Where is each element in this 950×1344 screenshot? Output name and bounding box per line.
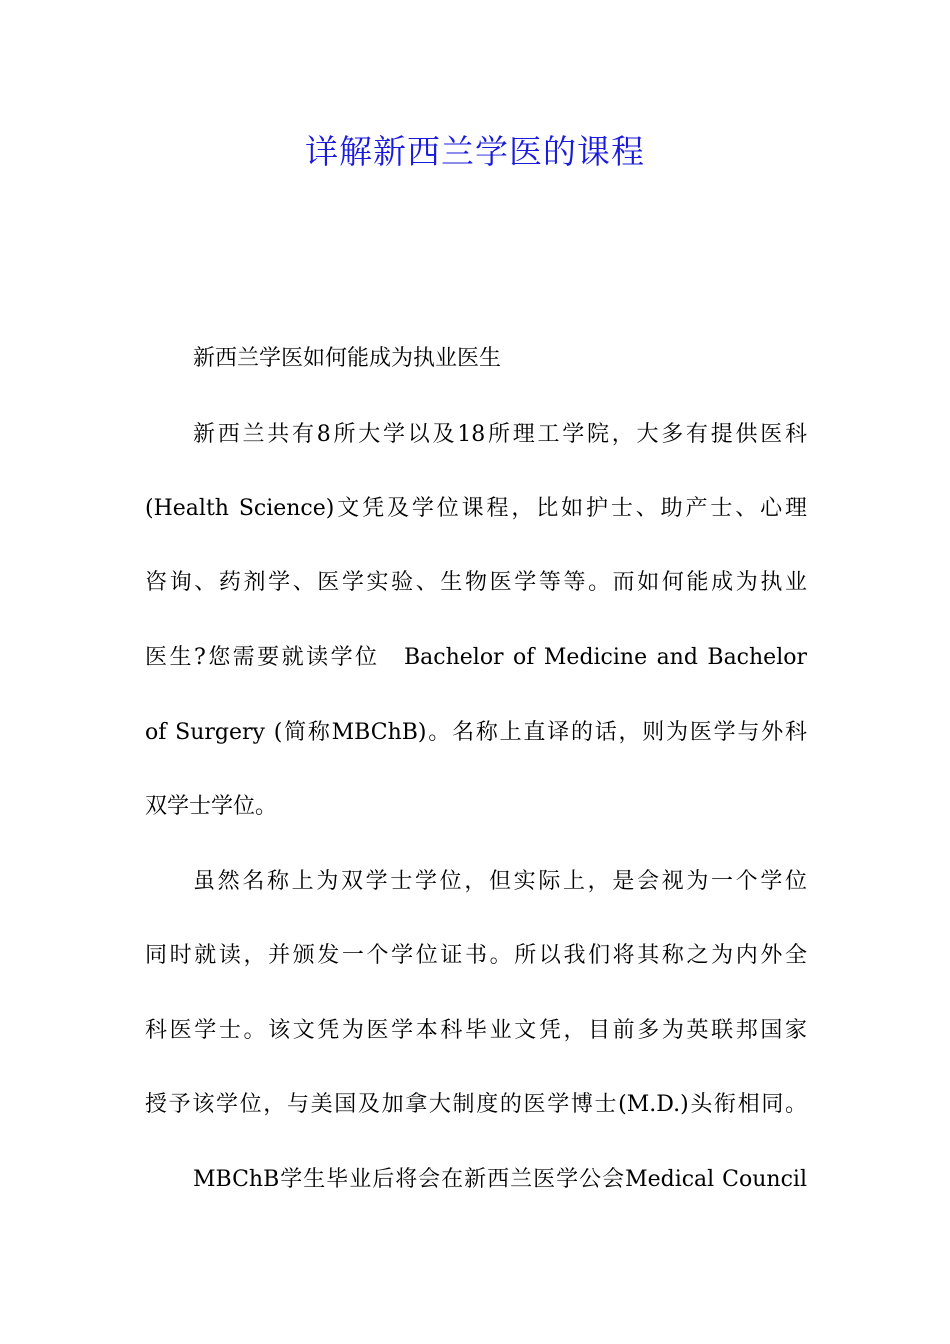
paragraph-1-line-3: 咨询、药剂学、医学实验、生物医学等等。而如何能成为执业 — [145, 570, 807, 595]
paragraph-2-line-4: 授予该学位，与美国及加拿大制度的医学博士(M.D.)头衔相同。 — [145, 1092, 807, 1117]
paragraph-1-line-5: of Surgery (简称MBChB)。名称上直译的话，则为医学与外科 — [145, 720, 807, 745]
paragraph-2-line-1: 虽然名称上为双学士学位，但实际上，是会视为一个学位 — [193, 869, 807, 894]
paragraph-1-line-2: (Health Science)文凭及学位课程，比如护士、助产士、心理 — [145, 496, 807, 521]
paragraph-1-line-1: 新西兰共有8所大学以及18所理工学院，大多有提供医科 — [193, 422, 807, 447]
paragraph-1-line-6: 双学士学位。 — [145, 794, 278, 819]
subheading: 新西兰学医如何能成为执业医生 — [193, 346, 502, 371]
paragraph-2-line-2: 同时就读，并颁发一个学位证书。所以我们将其称之为内外全 — [145, 943, 807, 968]
paragraph-1-line-4: 医生?您需要就读学位 Bachelor of Medicine and Bachelor — [145, 645, 807, 670]
paragraph-2-line-3: 科医学士。该文凭为医学本科毕业文凭，目前多为英联邦国家 — [145, 1018, 807, 1043]
paragraph-3-line-1: MBChB学生毕业后将会在新西兰医学公会Medical Council — [193, 1167, 807, 1192]
page-title: 详解新西兰学医的课程 — [305, 132, 645, 171]
